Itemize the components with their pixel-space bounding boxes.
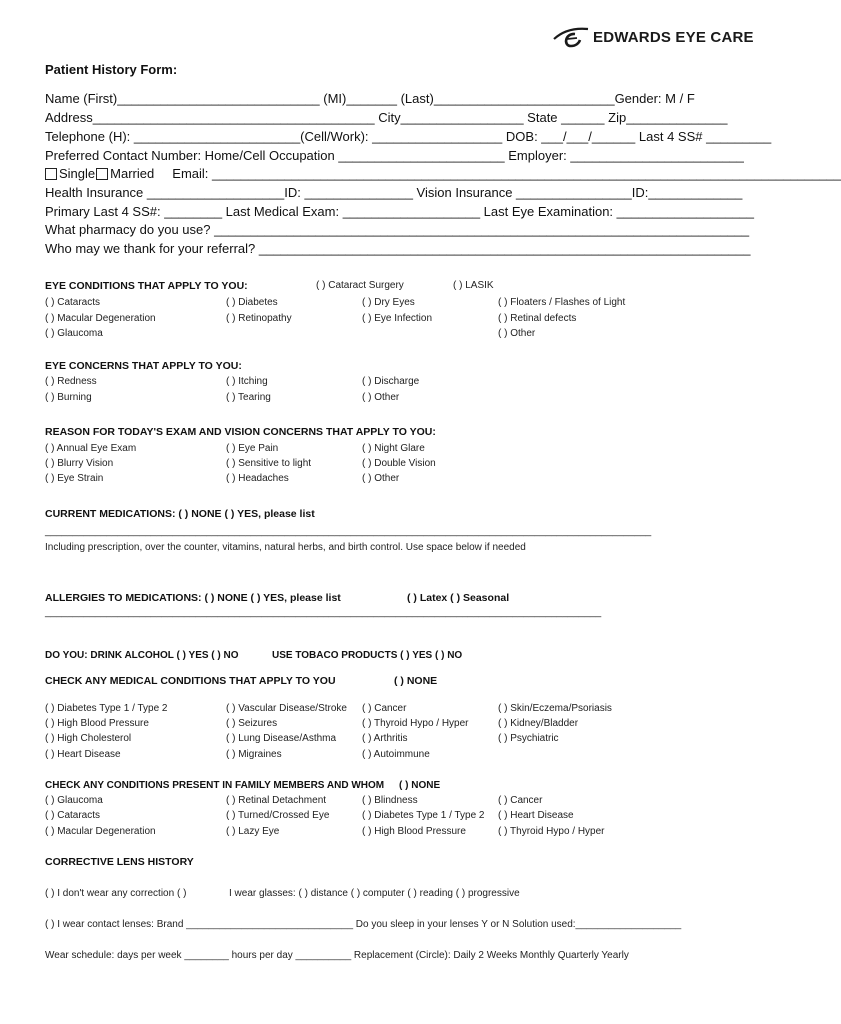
telephone-line[interactable]: Telephone (H): _______________________(Cell/Work): __________________ DOB: ___/___/______ Last 4 SS# _________ (45, 129, 772, 144)
family-option-blindness[interactable]: ( ) Blindness (362, 795, 418, 806)
option-thyroid[interactable]: ( ) Thyroid Hypo / Hyper (362, 718, 469, 729)
option-cancer[interactable]: ( ) Cancer (362, 703, 407, 714)
option-kidney[interactable]: ( ) Kidney/Bladder (498, 718, 579, 729)
allergies-heading: ALLERGIES TO MEDICATIONS: ( ) NONE ( ) YES, please list (45, 592, 341, 604)
option-high-cholesterol[interactable]: ( ) High Cholesterol (45, 733, 132, 744)
option-cataracts[interactable]: ( ) Cataracts (45, 297, 101, 308)
email-field[interactable]: Email: _______________________________________________________________________________________ (172, 166, 841, 181)
option-heart-disease[interactable]: ( ) Heart Disease (45, 749, 121, 760)
medications-heading: CURRENT MEDICATIONS: ( ) NONE ( ) YES, please list (45, 508, 315, 520)
option-other-condition[interactable]: ( ) Other (498, 328, 536, 339)
option-psychiatric[interactable]: ( ) Psychiatric (498, 733, 559, 744)
option-burning[interactable]: ( ) Burning (45, 392, 92, 403)
option-discharge[interactable]: ( ) Discharge (362, 376, 420, 387)
glasses-options[interactable]: I wear glasses: ( ) distance ( ) computer ( ) reading ( ) progressive (229, 888, 520, 899)
single-label: Single (59, 166, 96, 181)
option-skin[interactable]: ( ) Skin/Eczema/Psoriasis (498, 703, 612, 714)
option-vascular-disease[interactable]: ( ) Vascular Disease/Stroke (226, 703, 347, 714)
eye-concerns-heading: EYE CONCERNS THAT APPLY TO YOU: (45, 360, 242, 372)
option-redness[interactable]: ( ) Redness (45, 376, 97, 387)
option-tearing[interactable]: ( ) Tearing (226, 392, 271, 403)
family-option-thyroid[interactable]: ( ) Thyroid Hypo / Hyper (498, 826, 605, 837)
family-option-blood-pressure[interactable]: ( ) High Blood Pressure (362, 826, 466, 837)
option-glaucoma[interactable]: ( ) Glaucoma (45, 328, 103, 339)
option-retinopathy[interactable]: ( ) Retinopathy (226, 313, 292, 324)
family-option-heart-disease[interactable]: ( ) Heart Disease (498, 810, 574, 821)
medical-none-option[interactable]: ( ) NONE (394, 675, 438, 687)
option-diabetes[interactable]: ( ) Diabetes (226, 297, 278, 308)
option-autoimmune[interactable]: ( ) Autoimmune (362, 749, 430, 760)
insurance-line[interactable]: Health Insurance ___________________ID: _______________ Vision Insurance ________________ID:_____________ (45, 185, 743, 200)
option-night-glare[interactable]: ( ) Night Glare (362, 443, 425, 454)
medications-line[interactable]: _____________________________________________________________________________________________________________ (45, 526, 652, 537)
option-itching[interactable]: ( ) Itching (226, 376, 268, 387)
lens-heading: CORRECTIVE LENS HISTORY (45, 856, 194, 868)
option-sensitive-light[interactable]: ( ) Sensitive to light (226, 458, 312, 469)
family-option-diabetes[interactable]: ( ) Diabetes Type 1 / Type 2 (362, 810, 485, 821)
family-option-macular[interactable]: ( ) Macular Degeneration (45, 826, 156, 837)
option-eye-strain[interactable]: ( ) Eye Strain (45, 473, 104, 484)
option-retinal-defects[interactable]: ( ) Retinal defects (498, 313, 577, 324)
option-other-reason[interactable]: ( ) Other (362, 473, 400, 484)
name-line[interactable]: Name (First)____________________________ (MI)_______ (Last)_________________________Gender: M / F (45, 91, 695, 106)
family-none-option[interactable]: ( ) NONE (399, 780, 441, 791)
option-macular-degeneration[interactable]: ( ) Macular Degeneration (45, 313, 156, 324)
single-checkbox[interactable] (45, 168, 57, 180)
option-seizures[interactable]: ( ) Seizures (226, 718, 278, 729)
option-diabetes-type[interactable]: ( ) Diabetes Type 1 / Type 2 (45, 703, 168, 714)
wear-schedule-line[interactable]: Wear schedule: days per week ________ hours per day __________ Replacement (Circle): Daily 2 Weeks Monthly Quarterly Yearly (45, 950, 629, 961)
eye-swoosh-icon (553, 24, 589, 52)
allergies-line[interactable]: ____________________________________________________________________________________________________ (45, 607, 602, 618)
form-title: Patient History Form: (45, 62, 178, 77)
clinic-name: EDWARDS EYE CARE (593, 29, 754, 46)
family-option-turned-eye[interactable]: ( ) Turned/Crossed Eye (226, 810, 330, 821)
alcohol-question[interactable]: DO YOU: DRINK ALCOHOL ( ) YES ( ) NO (45, 650, 239, 661)
option-arthritis[interactable]: ( ) Arthritis (362, 733, 408, 744)
contact-lens-line[interactable]: ( ) I wear contact lenses: Brand ______________________________ Do you sleep in your lenses Y or N Solution used:___________________ (45, 919, 682, 930)
medical-heading: CHECK ANY MEDICAL CONDITIONS THAT APPLY TO YOU (45, 675, 336, 687)
married-checkbox[interactable] (96, 168, 108, 180)
option-headaches[interactable]: ( ) Headaches (226, 473, 289, 484)
tobacco-question[interactable]: USE TOBACO PRODUCTS ( ) YES ( ) NO (272, 650, 463, 661)
option-floaters[interactable]: ( ) Floaters / Flashes of Light (498, 297, 626, 308)
lasik-option[interactable]: ( ) LASIK (453, 280, 494, 291)
option-migraines[interactable]: ( ) Migraines (226, 749, 282, 760)
medications-note: Including prescription, over the counter, vitamins, natural herbs, and birth control. Use space below if needed (45, 542, 526, 553)
family-heading: CHECK ANY CONDITIONS PRESENT IN FAMILY MEMBERS AND WHOM (45, 780, 385, 791)
no-correction-option[interactable]: ( ) I don't wear any correction ( ) (45, 888, 187, 899)
option-annual-exam[interactable]: ( ) Annual Eye Exam (45, 443, 137, 454)
family-option-retinal[interactable]: ( ) Retinal Detachment (226, 795, 327, 806)
option-lung-disease[interactable]: ( ) Lung Disease/Asthma (226, 733, 337, 744)
option-eye-infection[interactable]: ( ) Eye Infection (362, 313, 433, 324)
contact-occupation-line[interactable]: Preferred Contact Number: Home/Cell Occupation _______________________ Employer: ________________________ (45, 148, 744, 163)
marital-email-line (45, 166, 841, 181)
option-blurry-vision[interactable]: ( ) Blurry Vision (45, 458, 114, 469)
family-option-glaucoma[interactable]: ( ) Glaucoma (45, 795, 103, 806)
married-label: Married (110, 166, 155, 181)
allergy-latex-seasonal[interactable]: ( ) Latex ( ) Seasonal (407, 592, 510, 604)
address-line[interactable]: Address_______________________________________ City_________________ State ______ Zip______________ (45, 110, 728, 125)
family-option-lazy-eye[interactable]: ( ) Lazy Eye (226, 826, 280, 837)
option-double-vision[interactable]: ( ) Double Vision (362, 458, 436, 469)
referral-line[interactable]: Who may we thank for your referral? ____________________________________________________________________ (45, 241, 751, 256)
clinic-logo (553, 24, 754, 52)
pharmacy-line[interactable]: What pharmacy do you use? __________________________________________________________________________ (45, 222, 750, 237)
option-dry-eyes[interactable]: ( ) Dry Eyes (362, 297, 415, 308)
option-high-blood-pressure[interactable]: ( ) High Blood Pressure (45, 718, 149, 729)
option-eye-pain[interactable]: ( ) Eye Pain (226, 443, 279, 454)
option-other-concern[interactable]: ( ) Other (362, 392, 400, 403)
cataract-surgery-option[interactable]: ( ) Cataract Surgery (316, 280, 404, 291)
exam-line[interactable]: Primary Last 4 SS#: ________ Last Medical Exam: ___________________ Last Eye Examination: ___________________ (45, 204, 755, 219)
family-option-cancer[interactable]: ( ) Cancer (498, 795, 543, 806)
reason-heading: REASON FOR TODAY'S EXAM AND VISION CONCERNS THAT APPLY TO YOU: (45, 426, 436, 438)
eye-conditions-heading: EYE CONDITIONS THAT APPLY TO YOU: (45, 280, 248, 292)
family-option-cataracts[interactable]: ( ) Cataracts (45, 810, 101, 821)
